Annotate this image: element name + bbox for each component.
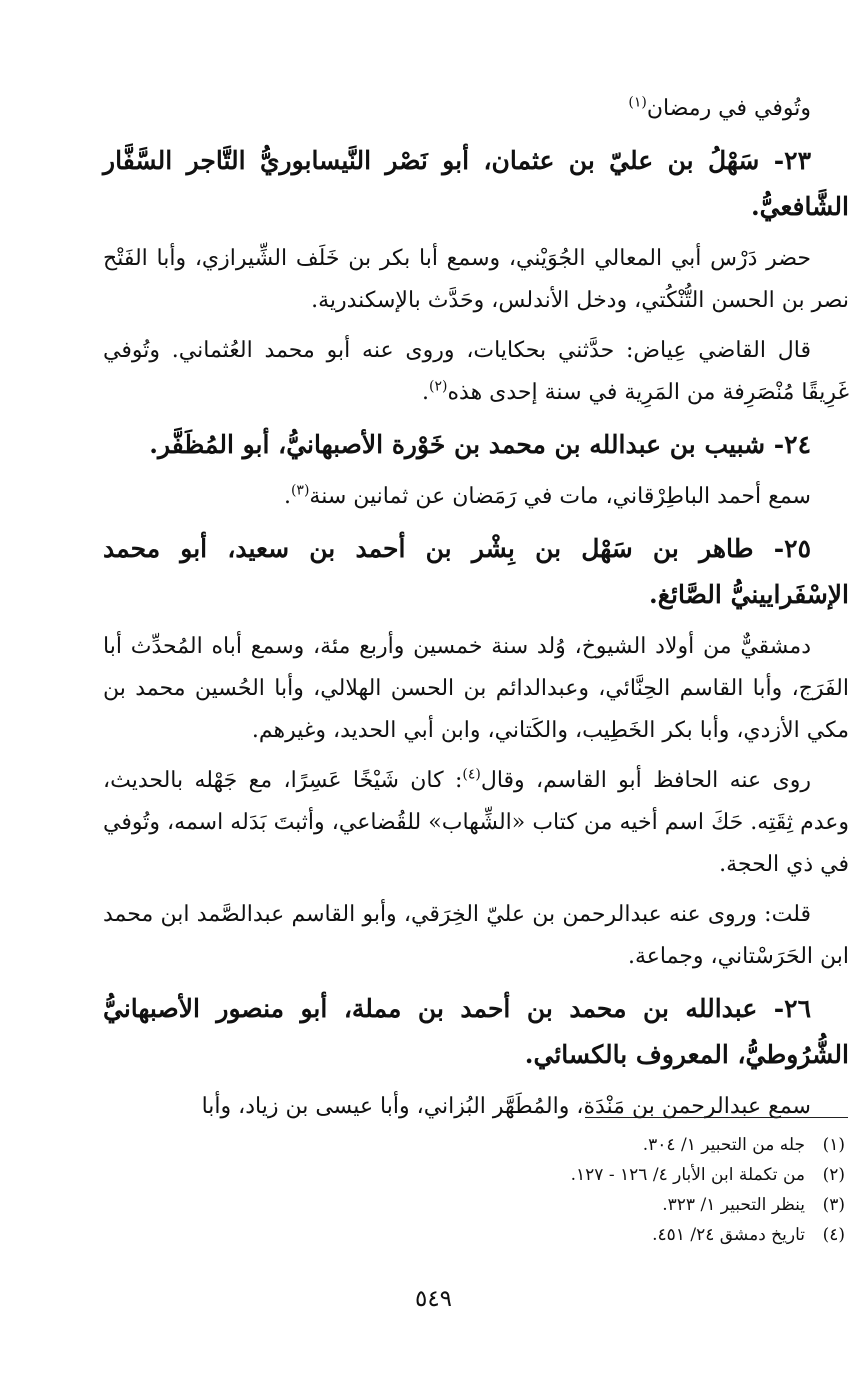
paragraph-intro: وتُوفي في رمضان$^{(١)}$ [628, 94, 811, 121]
footnote-2 [85, 1160, 845, 1190]
footnote-3 [85, 1190, 845, 1220]
paragraph-25-2: روى عنه الحافظ أبو القاسم، وقال$^{(٤)}$: كان شَيْخًا عَسِرًا، مع جَهْله بالحديث، وعدم ثِقَتِه. حَكَ اسم أخيه من كتاب «الشِّهاب» للقُضاعي، وأثبتَ بَدَله اسمه، وتُوفي في ذي الحجة. [103, 766, 849, 877]
footnote-text: جله من التحبير ١/ ٣٠٤. [642, 1135, 805, 1155]
footnote-number: (٣) [822, 1195, 845, 1215]
paragraph-23-1: حضر دَرْس أبي المعالي الجُوَيْني، وسمع أبا بكر بن خَلَف الشِّيرازي، وأبا الفَتْح نصر بن الحسن التُّنْكُتي، ودخل الأندلس، وحَدَّث بالإسكندرية. [103, 246, 849, 313]
footnote-ref-1: (١) [628, 94, 647, 111]
footnote-number: (١) [822, 1135, 845, 1155]
entry-heading-25: ٢٥- طاهر بن سَهْل بن بِشْر بن أحمد بن سعيد، أبو محمد الإسْفَرايينيُّ الصَّائغ. [103, 534, 849, 609]
entry-heading-23: ٢٣- سَهْلُ بن عليّ بن عثمان، أبو نَصْر النَّيسابوريُّ التَّاجر السَّفَّار الشَّافعيُّ. [103, 146, 849, 221]
footnote-text: ينظر التحبير ١/ ٣٢٣. [662, 1195, 805, 1215]
footnote-text: تاريخ دمشق ٢٤/ ٤٥١. [652, 1225, 805, 1245]
footnote-4 [85, 1220, 845, 1250]
footnote-ref-4: (٤) [462, 766, 481, 783]
footnote-ref-2: (٢) [429, 378, 448, 395]
entry-heading-24: ٢٤- شبيب بن عبدالله بن محمد بن خَوْرة الأصبهانيُّ، أبو المُظَفَّر. [149, 430, 811, 459]
paragraph-23-2: قال القاضي عِياض: حدَّثني بحكايات، وروى عنه أبو محمد العُثماني. وتُوفي غَرِيقًا مُنْصَرِفة من المَرِية في سنة إحدى هذه$^{(٢)}$. [103, 338, 849, 405]
footnote-1 [85, 1130, 845, 1160]
paragraph-24-1: سمع أحمد الباطِرْقاني، مات في رَمَضان عن ثمانين سنة$^{(٣)}$. [283, 482, 811, 509]
footnote-number: (٢) [822, 1165, 845, 1185]
footnote-ref-3: (٣) [290, 482, 310, 499]
entry-heading-26: ٢٦- عبدالله بن محمد بن أحمد بن مملة، أبو منصور الأصبهانيُّ الشُّرُوطيُّ، المعروف بالكسائي. [103, 994, 849, 1069]
footnote-divider [585, 1117, 848, 1118]
paragraph-25-1: دمشقيٌّ من أولاد الشيوخ، وُلد سنة خمسين وأربع مئة، وسمع أباه المُحدِّث أبا الفَرَج، وأبا القاسم الحِنَّائي، وعبدالدائم بن الحسن الهلالي، وأبا الحُسين محمد بن مكي الأزدي، وأبا بكر الخَطِيب، والكَتاني، وابن أبي الحديد، وغيرهم. [103, 634, 849, 743]
footnote-number: (٤) [822, 1225, 845, 1245]
paragraph-25-3: قلت: وروى عنه عبدالرحمن بن عليّ الخِرَقي، وأبو القاسم عبدالصَّمد ابن محمد ابن الحَرَسْتاني، وجماعة. [103, 902, 849, 969]
footnote-text: من تكملة ابن الأبار ٤/ ١٢٦ - ١٢٧. [570, 1165, 805, 1185]
paragraph-26-1: سمع عبدالرحمن بن مَنْدَة، والمُطَهَّر البُزاني، وأبا عيسى بن زياد، وأبا [201, 1094, 811, 1119]
main-text [103, 88, 849, 1136]
page-number: ٥٤٩ [414, 1286, 453, 1312]
footnotes [85, 1130, 845, 1250]
